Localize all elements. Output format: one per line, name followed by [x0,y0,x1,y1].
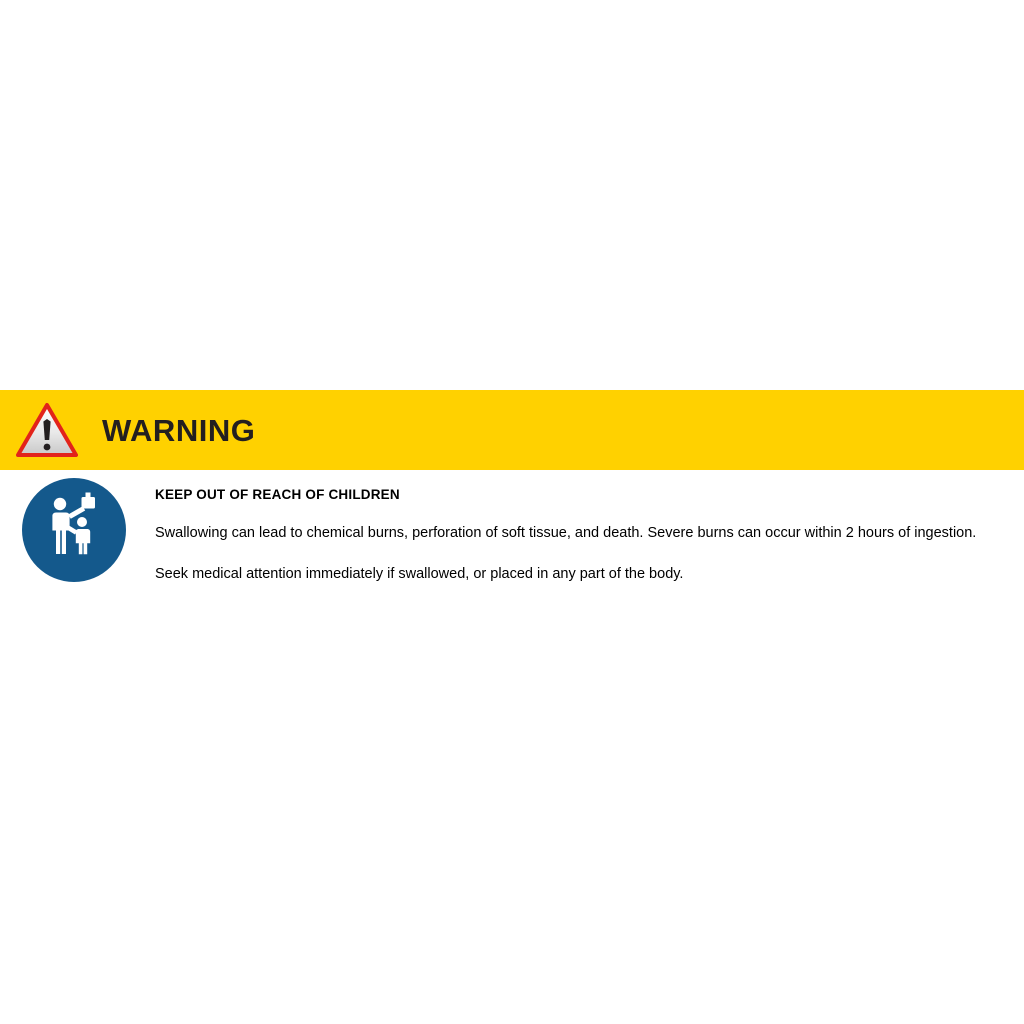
warning-body [0,478,1024,584]
hazard-paragraph-2: Seek medical attention immediately if swallowed, or placed in any part of the body. [155,566,684,583]
keep-out-of-reach-of-children-icon [22,478,126,582]
pictogram-container [22,478,126,582]
warning-text-column [155,478,1015,584]
hazard-paragraph-1: Swallowing can lead to chemical burns, perforation of soft tissue, and death. Severe burns can occur within 2 hours of ingestion. [155,525,977,542]
signal-word: WARNING [102,412,256,448]
keep-out-headline: KEEP OUT OF REACH OF CHILDREN [155,487,400,502]
warning-triangle-exclamation-icon [16,402,78,458]
warning-banner [0,390,1024,470]
